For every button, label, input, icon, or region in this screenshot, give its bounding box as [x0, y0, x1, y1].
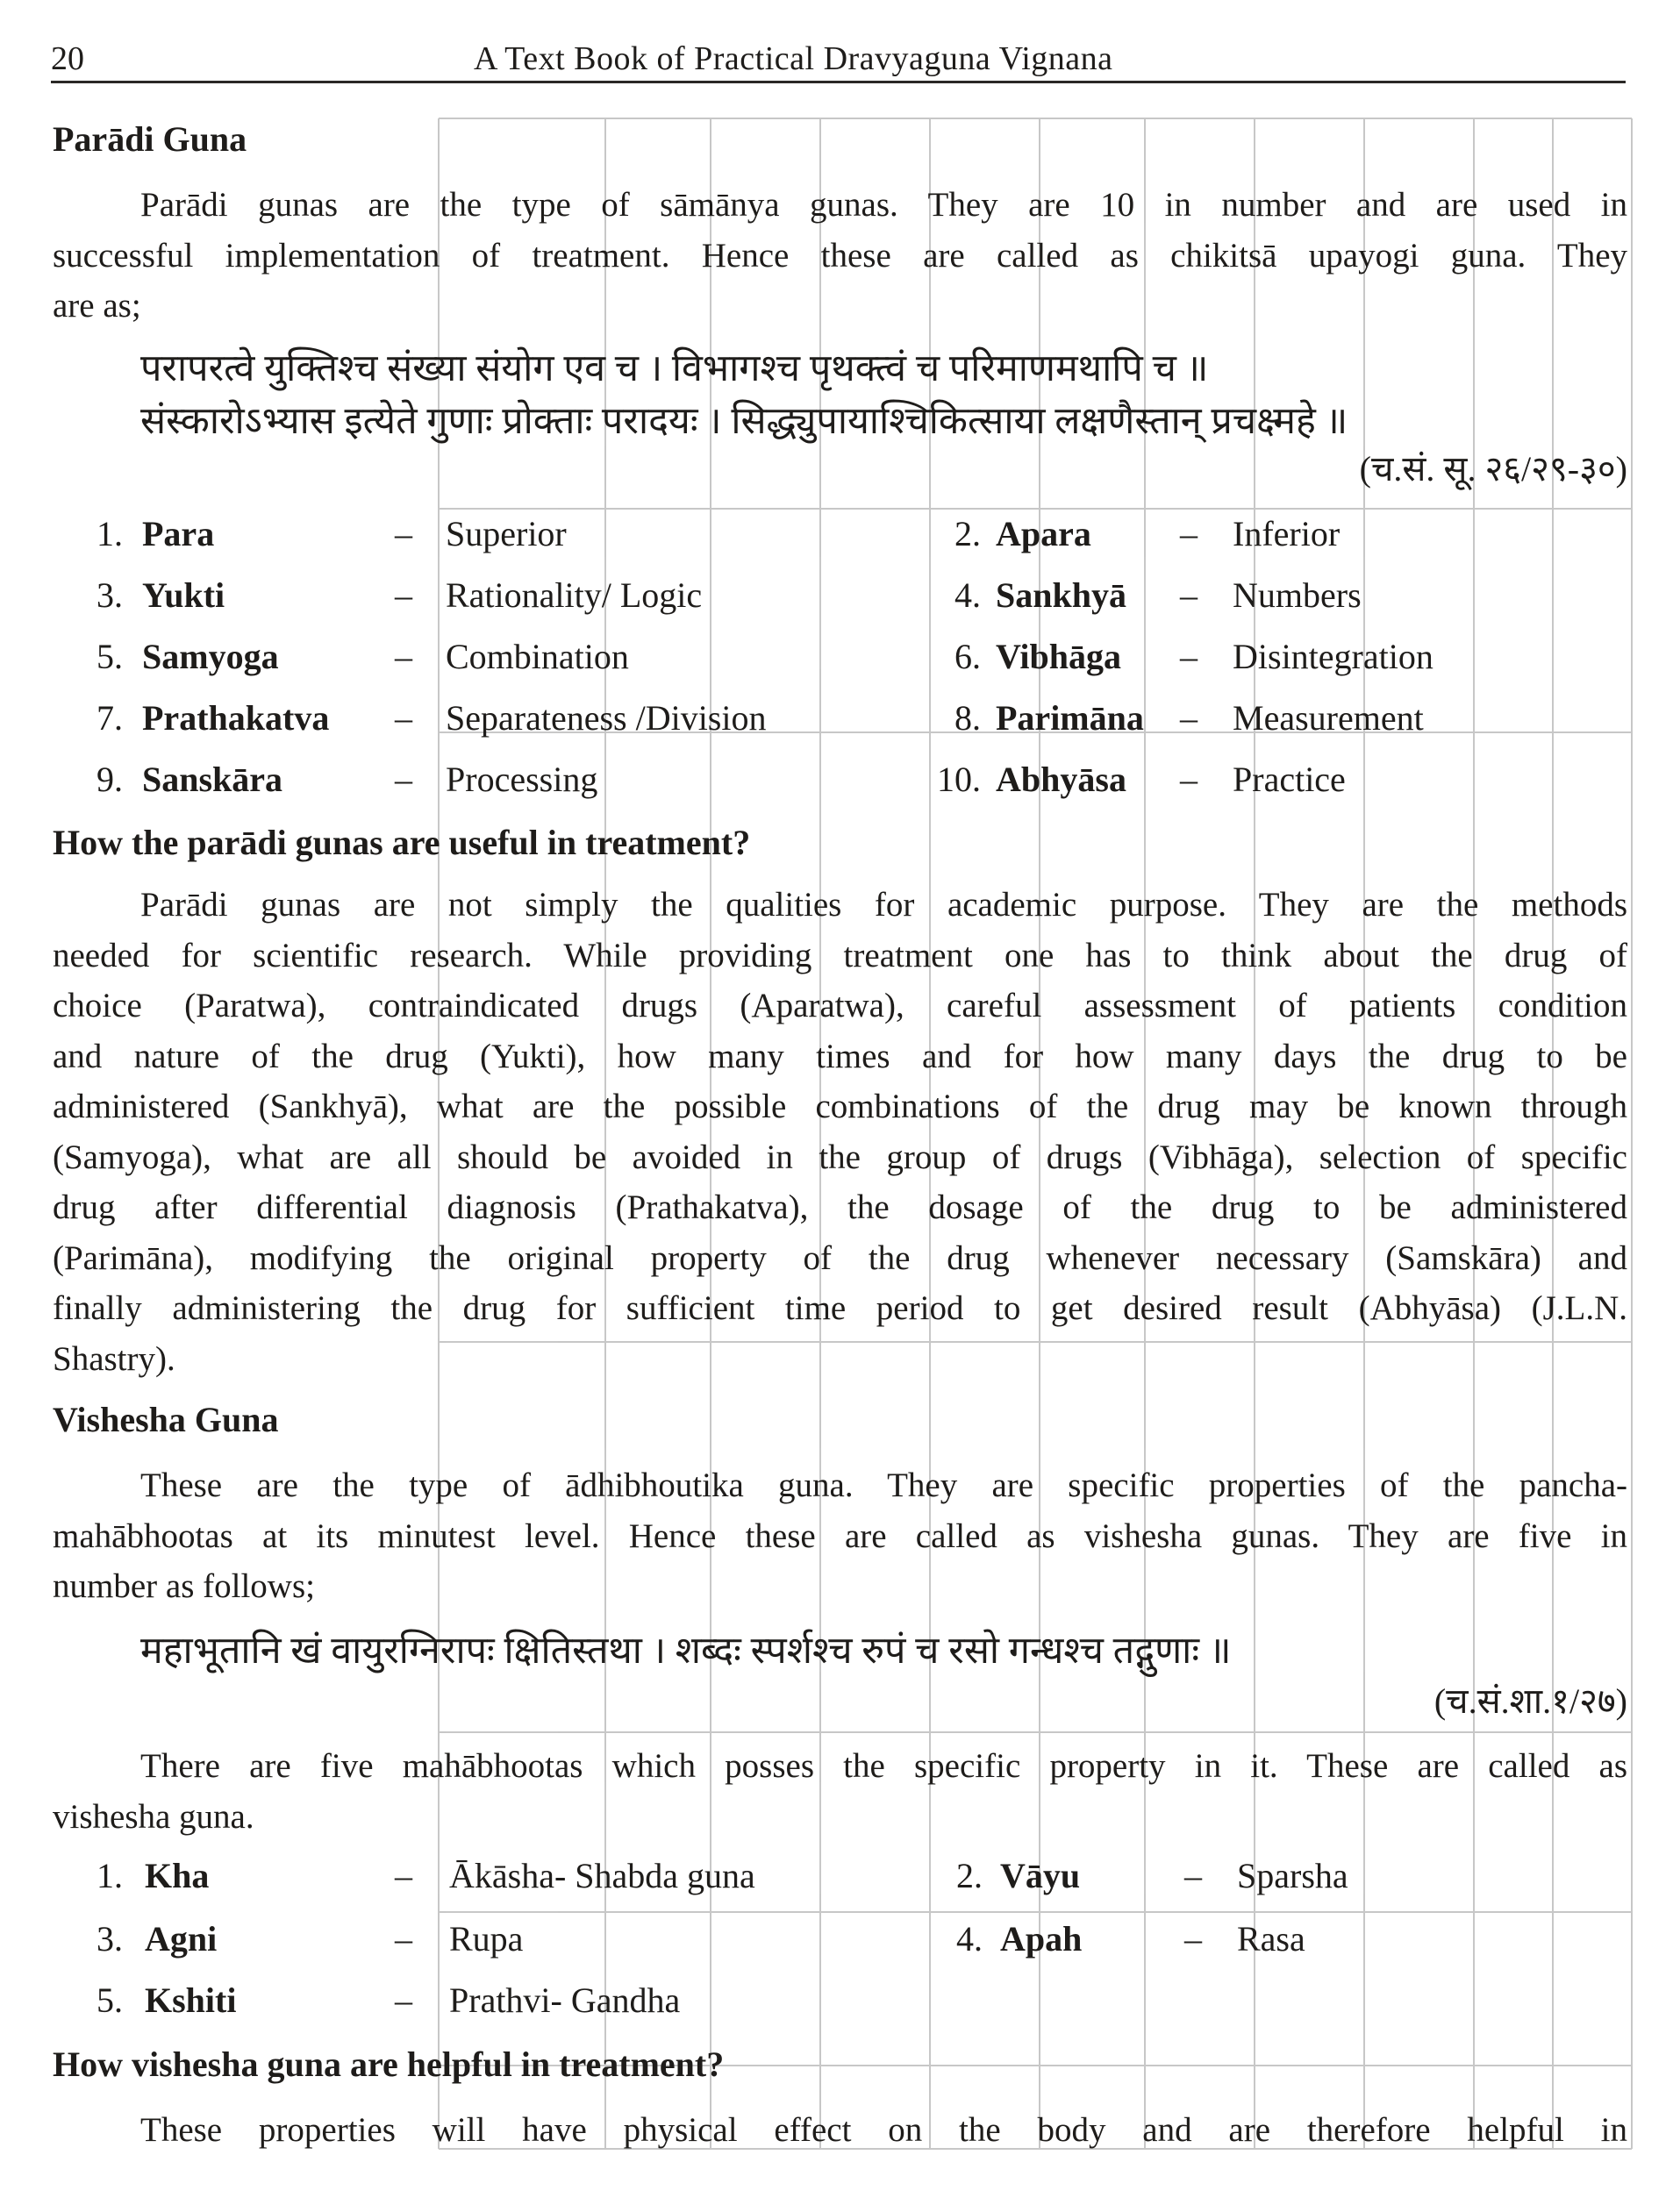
paradi-intro-paragraph: [53, 180, 1627, 332]
page-number: 20: [51, 40, 84, 77]
paragraph-line: successful implementation of treatment. Hence these are called as chikitsā upayogi guna. They: [53, 236, 1627, 275]
list-term: Sanskāra: [142, 760, 283, 799]
list-term: Apara: [996, 514, 1091, 553]
vishesha-intro-paragraph: [53, 1460, 1627, 1612]
list-meaning: Separateness /Division: [446, 698, 767, 738]
list-dash: –: [1184, 1919, 1202, 1959]
vishesha-use-paragraph: [53, 2105, 1627, 2156]
list-number: 1.: [97, 1856, 123, 1895]
list-number: 8.: [954, 698, 981, 738]
list-dash: –: [395, 514, 412, 553]
list-term: Apah: [1000, 1919, 1083, 1959]
list-row: [53, 513, 1632, 566]
header-rule: [51, 81, 1626, 83]
list-dash: –: [1180, 698, 1198, 738]
list-meaning: Prathvi- Gandha: [449, 1980, 681, 2020]
list-term: Samyoga: [142, 637, 279, 676]
section-heading-paradi-use: How the parādi gunas are useful in treatment?: [53, 823, 751, 862]
list-dash: –: [395, 1980, 412, 2020]
list-row: [53, 1855, 1632, 1908]
list-dash: –: [395, 575, 412, 615]
list-dash: –: [395, 1856, 412, 1895]
list-meaning: Rupa: [449, 1919, 524, 1959]
list-term: Parimāna: [996, 698, 1144, 738]
list-dash: –: [395, 1919, 412, 1959]
paragraph-line: finally administering the drug for sufficient time period to get desired result (Abhyāsa) (J.L.N.: [53, 1289, 1627, 1327]
list-row: [53, 759, 1632, 811]
list-number: 9.: [97, 760, 123, 799]
list-term: Yukti: [142, 575, 225, 615]
list-term: Vibhāga: [996, 637, 1122, 676]
list-dash: –: [395, 698, 412, 738]
list-meaning: Superior: [446, 514, 567, 553]
list-dash: –: [395, 637, 412, 676]
list-meaning: Numbers: [1233, 575, 1362, 615]
paragraph-line: vishesha guna.: [53, 1797, 254, 1836]
list-number: 2.: [956, 1856, 983, 1895]
sanskrit-verse-line: संस्कारोऽभ्यास इत्येते गुणाः प्रोक्ताः परादयः । सिद्ध्युपायाश्चिकित्साया लक्षणैस्तान् प्रचक्ष्महे ॥: [140, 401, 1348, 442]
paragraph-line: administered (Sankhyā), what are the possible combinations of the drug may be known through: [53, 1088, 1627, 1125]
paragraph-line: are as;: [53, 287, 141, 325]
list-number: 10.: [937, 760, 981, 799]
list-number: 3.: [97, 575, 123, 615]
list-dash: –: [1180, 575, 1198, 615]
list-meaning: Disintegration: [1233, 637, 1433, 676]
running-title: A Text Book of Practical Dravyaguna Vignana: [474, 40, 1113, 77]
paragraph-line: These properties will have physical effect on the body and are therefore helpful in: [140, 2111, 1627, 2149]
list-number: 1.: [97, 514, 123, 553]
list-meaning: Measurement: [1233, 698, 1424, 738]
verse-reference: (च.सं.शा.१/२७): [1433, 1681, 1627, 1721]
section-heading-paradi-guna: Parādi Guna: [53, 119, 247, 159]
paragraph-line: Parādi gunas are not simply the qualities for academic purpose. They are the methods: [140, 886, 1627, 924]
paragraph-line: and nature of the drug (Yukti), how many times and for how many days the drug to be: [53, 1037, 1627, 1075]
list-term: Abhyāsa: [996, 760, 1126, 799]
paradi-use-paragraph: [53, 880, 1627, 1384]
list-term: Prathakatva: [142, 698, 330, 738]
paragraph-line: choice (Paratwa), contraindicated drugs (Aparatwa), careful assessment of patients condition: [53, 987, 1627, 1024]
verse-reference: (च.सं. सू. २६/२९-३०): [1359, 449, 1627, 489]
list-number: 2.: [954, 514, 981, 553]
list-meaning: Ākāsha- Shabda guna: [449, 1856, 755, 1895]
section-heading-vishesha-use: How vishesha guna are helpful in treatment?: [53, 2044, 725, 2084]
list-meaning: Practice: [1233, 760, 1346, 799]
list-term: Kshiti: [145, 1980, 237, 2020]
list-term: Vāyu: [1000, 1856, 1081, 1895]
paragraph-line: There are five mahābhootas which posses the specific property in it. These are called as: [140, 1747, 1627, 1785]
paragraph-line: (Samyoga), what are all should be avoided in the group of drugs (Vibhāga), selection of specific: [53, 1138, 1627, 1176]
list-dash: –: [1184, 1856, 1202, 1895]
list-term: Para: [142, 514, 215, 553]
list-row: [53, 636, 1632, 689]
paragraph-line: (Parimāna), modifying the original property of the drug whenever necessary (Samskāra) and: [53, 1238, 1627, 1277]
vishesha-paragraph: [53, 1741, 1627, 1842]
paragraph-line: number as follows;: [53, 1567, 315, 1605]
list-number: 4.: [954, 575, 981, 615]
list-row: [53, 574, 1632, 627]
paragraph-line: These are the type of ādhibhoutika guna. They are specific properties of the pancha-: [140, 1466, 1627, 1504]
list-meaning: Rasa: [1237, 1919, 1305, 1959]
list-dash: –: [1180, 760, 1198, 799]
sanskrit-verse-line: परापरत्वे युक्तिश्च संख्या संयोग एव च । विभागश्च पृथक्त्वं च परिमाणमथापि च ॥: [140, 348, 1209, 389]
list-number: 5.: [97, 1980, 123, 2020]
paragraph-line: Shastry).: [53, 1339, 175, 1378]
list-row: [53, 697, 1632, 750]
list-number: 6.: [954, 637, 981, 676]
list-number: 3.: [97, 1919, 123, 1959]
list-dash: –: [395, 760, 412, 799]
list-meaning: Rationality/ Logic: [446, 575, 703, 615]
list-meaning: Inferior: [1233, 514, 1341, 553]
list-term: Agni: [145, 1919, 218, 1959]
paragraph-line: mahābhootas at its minutest level. Hence these are called as vishesha gunas. They are five in: [53, 1516, 1627, 1555]
list-number: 7.: [97, 698, 123, 738]
list-term: Sankhyā: [996, 575, 1126, 615]
list-meaning: Processing: [446, 760, 598, 799]
list-dash: –: [1180, 637, 1198, 676]
list-dash: –: [1180, 514, 1198, 553]
list-number: 5.: [97, 637, 123, 676]
list-meaning: Combination: [446, 637, 629, 676]
section-heading-vishesha-guna: Vishesha Guna: [53, 1400, 279, 1439]
paragraph-line: Parādi gunas are the type of sāmānya gunas. They are 10 in number and are used in: [140, 186, 1627, 224]
list-row: [53, 1980, 1632, 2032]
paragraph-line: needed for scientific research. While providing treatment one has to think about the drug of: [53, 936, 1627, 974]
paragraph-line: drug after differential diagnosis (Prathakatva), the dosage of the drug to be administered: [53, 1188, 1627, 1226]
list-term: Kha: [145, 1856, 210, 1895]
sanskrit-verse-line: महाभूतानि खं वायुरग्निरापः क्षितिस्तथा । शब्दः स्पर्शश्च रुपं च रसो गन्धश्च तद्गुणाः ॥: [140, 1630, 1232, 1672]
list-meaning: Sparsha: [1237, 1856, 1348, 1895]
list-number: 4.: [956, 1919, 983, 1959]
list-row: [53, 1918, 1632, 1971]
